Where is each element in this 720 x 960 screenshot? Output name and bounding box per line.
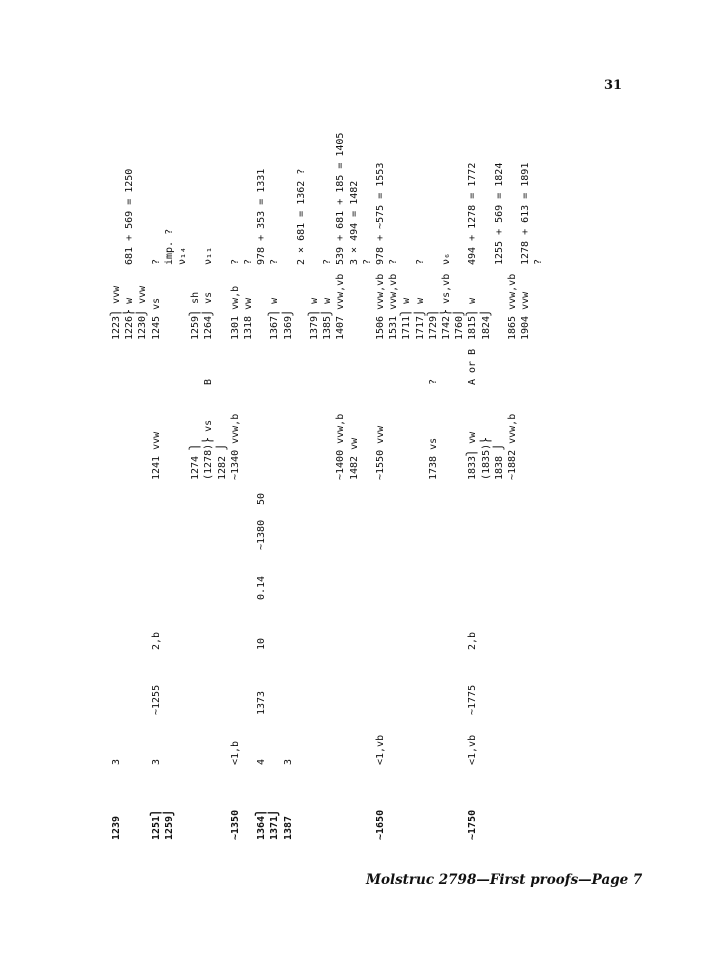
table-cell-c5: ~1550 vvw (375, 425, 386, 480)
table-cell-c7: 494 + 1278 = 1772 (467, 162, 479, 265)
table-cell-c5: ~1340 vvw,b (229, 413, 241, 480)
table-cell-c7: 2 × 681 = 1362 ? (295, 168, 307, 265)
table-cell-c2: <1,b (229, 740, 241, 765)
table-cell-c7: ? (322, 258, 334, 265)
table-cell-c5: 1482 vw (348, 437, 360, 480)
table-cell-c6: 1301 vw,b (229, 285, 241, 340)
table-cell-c6: 1367⎫ w (269, 297, 281, 340)
table-cell-c5: 1738 vs (427, 437, 439, 480)
footer-proof-line: Molstruc 2798—First proofs—Page 7 (366, 872, 643, 888)
table-cell-cB: B (203, 378, 215, 385)
table-cell-c10: 50 (256, 492, 268, 505)
table-cell-c6: 1369⎭ (282, 309, 294, 340)
table-cell-c4: 2,b (150, 631, 162, 650)
table-cell-c1: 1239 (111, 815, 122, 840)
table-cell-c7: imp. ? (163, 228, 175, 265)
page-number: 31 (604, 78, 623, 93)
table-cell-c5: 1241 vvw (150, 431, 162, 480)
table-cell-c6: 1245 vs (150, 297, 162, 340)
table-cell-c3: ~1775 (467, 684, 479, 715)
table-cell-c7: 3 × 494 = 1482 (348, 180, 360, 265)
table-cell-c6: 1717⎭ w (414, 297, 426, 340)
table-cell-c5: 1838 ⎭ (493, 443, 505, 480)
table-cell-c5: (1835)⎬ (480, 437, 492, 480)
table-cell-c5: ~1882 vvw,b (507, 413, 518, 480)
table-cell-c7: ? (414, 258, 426, 265)
table-cell-c7: ν₁₁ (203, 246, 215, 265)
table-cell-c5: 1282 ⎭ (216, 443, 228, 480)
table-cell-c6: 1531 vvw,vb (388, 273, 400, 340)
table-cell-c6: 1230⎭ vvw (137, 285, 149, 340)
table-cell-c5: 1274 ⎫ (190, 443, 202, 480)
table-cell-c6: 1385⎭ w (322, 297, 334, 340)
table-cell-c3: 1373 (256, 690, 268, 715)
table-cell-c5: ~1400 vvw,b (335, 413, 347, 480)
table-cell-c7: 978 + 353 = 1331 (256, 168, 268, 265)
table-cell-c7: ? (533, 258, 545, 265)
table-cell-c7: 681 + 569 = 1250 (124, 168, 136, 265)
table-cell-c2: 3 (282, 758, 294, 765)
table-cell-c6: 1729⎫ (427, 309, 439, 340)
table-cell-c2: 3 (111, 758, 122, 765)
table-cell-c6: 1815⎫ w (467, 297, 479, 340)
table-cell-c7: ? (150, 258, 162, 265)
table-cell-c1: 1259⎭ (163, 809, 175, 840)
table-cell-c6: 1742⎬ vs,vb (441, 273, 452, 340)
table-cell-c6: 1506 vvw,vb (375, 273, 386, 340)
table-cell-c1: 1364⎫ (256, 809, 268, 840)
table-cell-c1: 1251⎫ (150, 809, 162, 840)
table-cell-c7: ν₁₄ (177, 246, 188, 265)
table-cell-c6: 1264⎭ vs (203, 291, 215, 340)
table-cell-c7: 1278 + 613 = 1891 (520, 162, 532, 265)
table-cell-c7: ? (243, 258, 254, 265)
table-cell-c1: ~1750 (467, 809, 479, 840)
table-cell-c6: 1259⎫ sh (190, 291, 202, 340)
table-cell-c6: 1318 vw (243, 297, 254, 340)
table-cell-c6: 1760⎭ (454, 309, 466, 340)
table-cell-c6: 1407 vvw,vb (335, 273, 347, 340)
table-cell-c2: 4 (256, 758, 268, 765)
table-cell-c7: ? (229, 258, 241, 265)
table-cell-c4: 2,b (467, 631, 479, 650)
table-cell-cB: A or B (467, 348, 479, 385)
table-cell-c2: <1,vb (375, 734, 386, 765)
table-cell-c5: (1278)⎬ vs (203, 419, 215, 480)
table-cell-c7: 978 + ~575 = 1553 (375, 162, 386, 265)
table-cell-c9: ~1380 (256, 519, 268, 550)
table-cell-c6: 1904 vvw (520, 291, 532, 340)
table-cell-c7: 539 + 681 + 185 = 1405 (335, 132, 347, 265)
table-cell-c2: 3 (150, 758, 162, 765)
table-cell-c1: ~1350 (229, 809, 241, 840)
rotated-table (112, 80, 632, 840)
table-cell-c7: 1255 + 569 = 1824 (493, 162, 505, 265)
table-cell-c1: ~1650 (375, 809, 386, 840)
table-cell-c4: 10 (256, 637, 268, 650)
table-cell-c7: ? (388, 258, 400, 265)
table-cell-c3: ~1255 (150, 684, 162, 715)
table-cell-c6: 1865 vvw,vb (507, 273, 518, 340)
table-cell-c6: 1379⎫ w (309, 297, 320, 340)
table-cell-c1: 1371⎭ (269, 809, 281, 840)
table-cell-c7: ν₆ (441, 252, 452, 265)
table-cell-c5: 1833⎫ vw (467, 431, 479, 480)
table-cell-c2: <1,vb (467, 734, 479, 765)
table-cell-c1: 1387 (282, 815, 294, 840)
table-cell-c6: 1223⎫ vvw (111, 285, 122, 340)
table-cell-c6: 1824⎭ (480, 309, 492, 340)
table-cell-c6: 1711⎫ w (401, 297, 413, 340)
table-cell-c7: ? (269, 258, 281, 265)
table-cell-c7: ? (361, 258, 373, 265)
table-cell-cB: ? (427, 378, 439, 385)
table-cell-c6: 1226⎬ w (124, 297, 136, 340)
table-cell-c8: 0.14 (256, 575, 268, 600)
